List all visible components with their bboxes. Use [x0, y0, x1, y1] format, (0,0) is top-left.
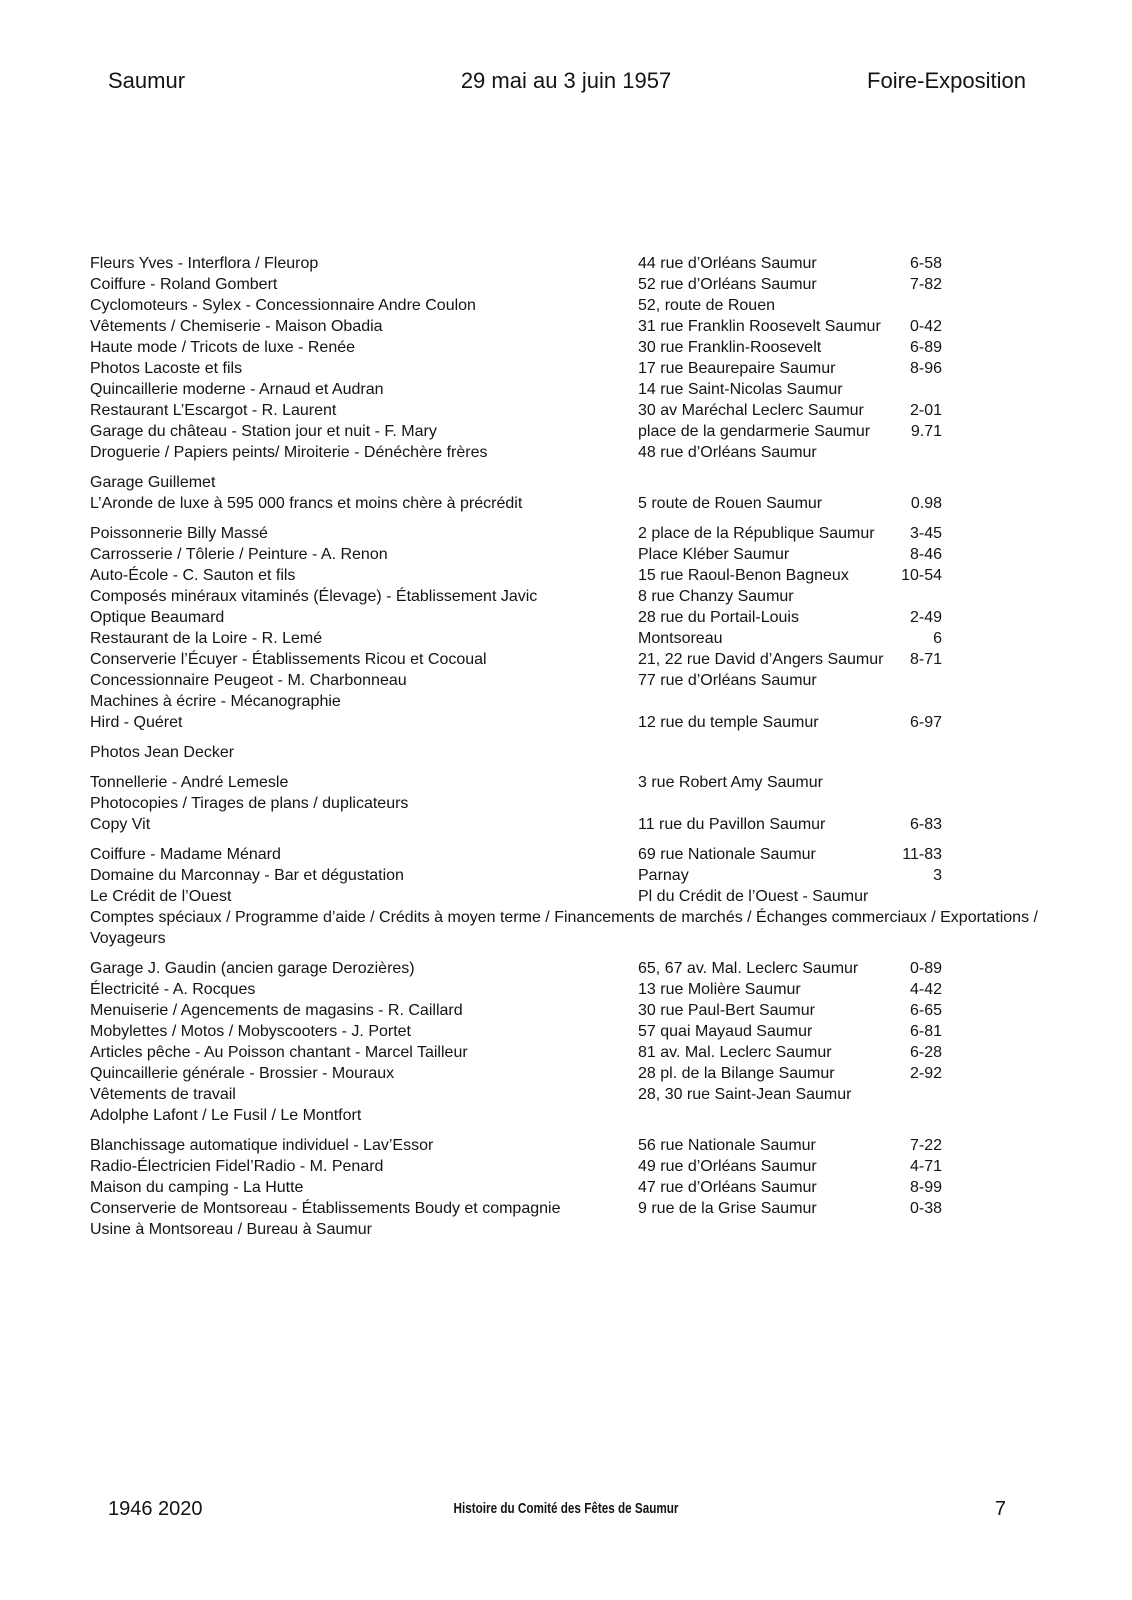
entry-row — [90, 649, 1040, 670]
entry-row — [90, 253, 1040, 274]
entry-row — [90, 1084, 1040, 1105]
entry-address: 69 rue Nationale Saumur — [638, 846, 816, 863]
entry-address: 9 rue de la Grise Saumur — [638, 1200, 817, 1217]
entry-row — [90, 844, 1040, 865]
entry-row — [90, 442, 1040, 463]
entry-name: Haute mode / Tricots de luxe - Renée — [90, 339, 356, 356]
entry-address: 28 rue du Portail-Louis — [638, 609, 799, 626]
entry-phone: 4-71 — [909, 1158, 942, 1175]
entry-row — [90, 337, 1040, 358]
entry-row — [90, 1105, 1040, 1126]
entry-group — [90, 772, 1040, 835]
entry-name: Cyclomoteurs - Sylex - Concessionnaire Andre Coulon — [90, 297, 476, 314]
entry-name: Fleurs Yves - Interflora / Fleurop — [90, 255, 319, 272]
page-number: 7 — [994, 1498, 1006, 1520]
entry-address: 30 rue Paul-Bert Saumur — [638, 1002, 815, 1019]
entry-phone: 6-89 — [909, 339, 942, 356]
entry-row — [90, 295, 1040, 316]
entry-phone: 0.98 — [910, 495, 942, 512]
entry-address: 57 quai Mayaud Saumur — [638, 1023, 813, 1040]
entry-row — [90, 1177, 1040, 1198]
entry-name: Vêtements / Chemiserie - Maison Obadia — [90, 318, 383, 335]
entry-row — [90, 274, 1040, 295]
entry-name: Coiffure - Madame Ménard — [90, 846, 281, 863]
entry-address: 47 rue d’Orléans Saumur — [638, 1179, 817, 1196]
entry-row — [90, 565, 1040, 586]
entry-phone: 6-97 — [909, 714, 942, 731]
entry-address: 48 rue d’Orléans Saumur — [638, 444, 817, 461]
entry-name: Copy Vit — [90, 816, 151, 833]
entry-row — [90, 772, 1040, 793]
entry-row — [90, 1156, 1040, 1177]
entry-name: Photos Jean Decker — [90, 744, 235, 761]
entry-row — [90, 1198, 1040, 1219]
entry-address: 12 rue du temple Saumur — [638, 714, 819, 731]
entry-phone: 6 — [933, 630, 942, 647]
entry-row — [90, 358, 1040, 379]
entry-name: Concessionnaire Peugeot - M. Charbonneau — [90, 672, 407, 689]
entry-row — [90, 691, 1040, 712]
entry-name: Blanchissage automatique individuel - Lav’Essor — [90, 1137, 434, 1154]
entry-phone: 0-38 — [909, 1200, 942, 1217]
entry-address: place de la gendarmerie Saumur — [638, 423, 871, 440]
entry-row — [90, 628, 1040, 649]
entry-phone: 6-81 — [909, 1023, 942, 1040]
entry-address: 13 rue Molière Saumur — [638, 981, 801, 998]
entry-address: 21, 22 rue David d’Angers Saumur — [638, 651, 884, 668]
entry-group — [90, 523, 1040, 733]
entry-phone: 6-83 — [909, 816, 942, 833]
entry-name: Garage Guillemet — [90, 474, 216, 491]
entry-name: Garage J. Gaudin (ancien garage Derozières) — [90, 960, 415, 977]
entry-row — [90, 670, 1040, 691]
entry-phone: 2-01 — [909, 402, 942, 419]
entry-name: Coiffure - Roland Gombert — [90, 276, 278, 293]
entry-row — [90, 742, 1040, 763]
entry-address: 44 rue d’Orléans Saumur — [638, 255, 817, 272]
entry-address: 14 rue Saint-Nicolas Saumur — [638, 381, 843, 398]
entry-address: 81 av. Mal. Leclerc Saumur — [638, 1044, 832, 1061]
entry-address: Pl du Crédit de l’Ouest - Saumur — [638, 888, 869, 905]
entry-phone: 2-49 — [909, 609, 942, 626]
entry-row — [90, 712, 1040, 733]
entry-row — [90, 523, 1040, 544]
entry-address: 5 route de Rouen Saumur — [638, 495, 823, 512]
entry-address: 11 rue du Pavillon Saumur — [638, 816, 826, 833]
entry-name: Hird - Quéret — [90, 714, 183, 731]
entry-row — [90, 907, 1040, 949]
entry-address: 30 av Maréchal Leclerc Saumur — [638, 402, 864, 419]
entry-name: Optique Beaumard — [90, 609, 225, 626]
entry-phone: 8-46 — [909, 546, 942, 563]
entry-name: Photocopies / Tirages de plans / duplicateurs — [90, 795, 409, 812]
entry-address: 49 rue d’Orléans Saumur — [638, 1158, 817, 1175]
entry-name: Mobylettes / Motos / Mobyscooters - J. Portet — [90, 1023, 411, 1040]
entry-address: 28 pl. de la Bilange Saumur — [638, 1065, 835, 1082]
entry-address: 77 rue d’Orléans Saumur — [638, 672, 817, 689]
entry-row — [90, 1042, 1040, 1063]
entry-phone: 3 — [933, 867, 942, 884]
entry-row — [90, 865, 1040, 886]
entry-group — [90, 1135, 1040, 1240]
entry-phone: 3-45 — [909, 525, 942, 542]
entry-phone: 6-58 — [909, 255, 942, 272]
entry-row — [90, 958, 1040, 979]
entry-group — [90, 253, 1040, 463]
entry-name: Carrosserie / Tôlerie / Peinture - A. Renon — [90, 546, 388, 563]
entry-address: 3 rue Robert Amy Saumur — [638, 774, 823, 791]
entry-name: Conserverie l’Écuyer - Établissements Ricou et Cocoual — [90, 651, 487, 668]
entry-address: 15 rue Raoul-Benon Bagneux — [638, 567, 849, 584]
entry-name: Photos Lacoste et fils — [90, 360, 243, 377]
header-event: Foire-Exposition — [867, 68, 1026, 93]
header-dates: 29 mai au 3 juin 1957 — [460, 68, 672, 93]
entry-row — [90, 814, 1040, 835]
entry-name: Restaurant de la Loire - R. Lemé — [90, 630, 323, 647]
entry-row — [90, 400, 1040, 421]
entry-phone: 7-82 — [909, 276, 942, 293]
entry-name: Restaurant L’Escargot - R. Laurent — [90, 402, 337, 419]
entry-address: 56 rue Nationale Saumur — [638, 1137, 816, 1154]
entry-address: 8 rue Chanzy Saumur — [638, 588, 794, 605]
header-town: Saumur — [108, 68, 186, 93]
entry-row — [90, 1135, 1040, 1156]
entry-name: Composés minéraux vitaminés (Élevage) - Établissement Javic — [90, 588, 538, 605]
entry-row — [90, 1000, 1040, 1021]
entry-address: 28, 30 rue Saint-Jean Saumur — [638, 1086, 852, 1103]
entry-address: 30 rue Franklin-Roosevelt — [638, 339, 822, 356]
entry-row — [90, 544, 1040, 565]
entry-row — [90, 1021, 1040, 1042]
entry-address: 52 rue d’Orléans Saumur — [638, 276, 817, 293]
entry-name: Articles pêche - Au Poisson chantant - Marcel Tailleur — [90, 1044, 468, 1061]
entry-name: Quincaillerie moderne - Arnaud et Audran — [90, 381, 384, 398]
entry-address: 31 rue Franklin Roosevelt Saumur — [638, 318, 881, 335]
entry-phone: 10-54 — [901, 567, 942, 584]
entry-phone: 9.71 — [910, 423, 942, 440]
entry-name: Adolphe Lafont / Le Fusil / Le Montfort — [90, 1107, 362, 1124]
entry-row — [90, 1063, 1040, 1084]
entry-name: Quincaillerie générale - Brossier - Mouraux — [90, 1065, 395, 1082]
entry-name: Droguerie / Papiers peints/ Miroiterie - Dénéchère frères — [90, 444, 488, 461]
entry-phone: 4-42 — [909, 981, 942, 998]
entry-name: Électricité - A. Rocques — [90, 981, 256, 998]
entry-name: Auto-École - C. Sauton et fils — [90, 567, 296, 584]
entry-phone: 0-89 — [909, 960, 942, 977]
entry-phone: 8-99 — [909, 1179, 942, 1196]
entry-name: Machines à écrire - Mécanographie — [90, 693, 341, 710]
entry-phone: 2-92 — [909, 1065, 942, 1082]
entry-row — [90, 316, 1040, 337]
entry-group — [90, 844, 1040, 949]
entry-address: 52, route de Rouen — [638, 297, 775, 314]
entry-row — [90, 493, 1040, 514]
entry-name: Menuiserie / Agencements de magasins - R. Caillard — [90, 1002, 463, 1019]
entry-row — [90, 979, 1040, 1000]
entry-phone: 7-22 — [909, 1137, 942, 1154]
entry-name: Comptes spéciaux / Programme d’aide / Crédits à moyen terme / Financements de marchés / Échanges commerciaux / Exportations / Voyageurs — [90, 909, 1038, 947]
entry-row — [90, 1219, 1040, 1240]
entry-name: Maison du camping - La Hutte — [90, 1179, 304, 1196]
entry-phone: 6-28 — [909, 1044, 942, 1061]
exhibitor-list — [90, 253, 1040, 1249]
entry-address: 2 place de la République Saumur — [638, 525, 875, 542]
entry-phone: 8-96 — [909, 360, 942, 377]
entry-row — [90, 379, 1040, 400]
entry-row — [90, 586, 1040, 607]
entry-name: Domaine du Marconnay - Bar et dégustation — [90, 867, 404, 884]
entry-name: Conserverie de Montsoreau - Établissements Boudy et compagnie — [90, 1200, 561, 1217]
entry-name: Vêtements de travail — [90, 1086, 236, 1103]
entry-group — [90, 472, 1040, 514]
entry-address: 65, 67 av. Mal. Leclerc Saumur — [638, 960, 859, 977]
entry-name: Radio-Électricien Fidel’Radio - M. Penard — [90, 1158, 384, 1175]
entry-group — [90, 742, 1040, 763]
entry-row — [90, 886, 1040, 907]
entry-phone: 11-83 — [902, 846, 942, 863]
entry-name: Usine à Montsoreau / Bureau à Saumur — [90, 1221, 372, 1238]
entry-name: L’Aronde de luxe à 595 000 francs et moins chère à précrédit — [90, 495, 523, 512]
entry-name: Poissonnerie Billy Massé — [90, 525, 268, 542]
entry-row — [90, 607, 1040, 628]
entry-address: Place Kléber Saumur — [638, 546, 790, 563]
entry-phone: 8-71 — [909, 651, 942, 668]
entry-address: Montsoreau — [638, 630, 723, 647]
entry-name: Garage du château - Station jour et nuit - F. Mary — [90, 423, 437, 440]
footer-title: Histoire du Comité des Fêtes de Saumur — [453, 1500, 679, 1517]
entry-row — [90, 472, 1040, 493]
entry-phone: 0-42 — [909, 318, 942, 335]
footer-years: 1946 2020 — [108, 1498, 203, 1520]
entry-name: Le Crédit de l’Ouest — [90, 888, 232, 905]
entry-address: Parnay — [638, 867, 689, 884]
entry-address: 17 rue Beaurepaire Saumur — [638, 360, 836, 377]
entry-row — [90, 421, 1040, 442]
entry-phone: 6-65 — [909, 1002, 942, 1019]
entry-row — [90, 793, 1040, 814]
entry-name: Tonnellerie - André Lemesle — [90, 774, 289, 791]
entry-group — [90, 958, 1040, 1126]
